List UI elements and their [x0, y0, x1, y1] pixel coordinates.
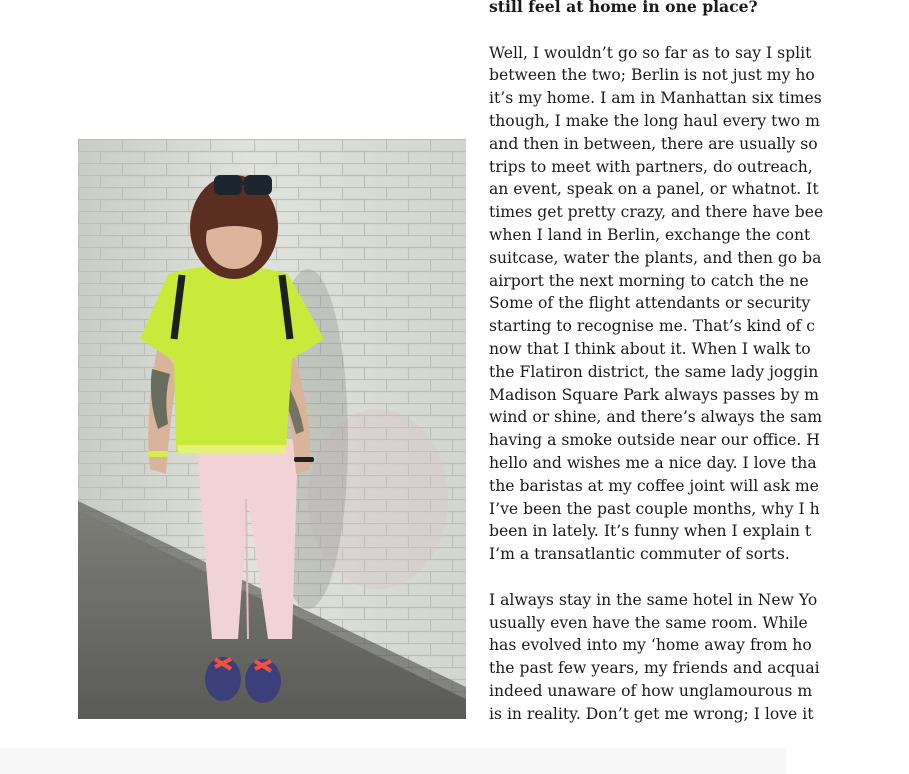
text-line: usually even have the same room. While	[489, 613, 808, 632]
text-line: the Flatiron district, the same lady joggin	[489, 362, 819, 381]
page-bottom-band	[0, 748, 786, 774]
text-line: has evolved into my ‘home away from ho	[489, 636, 812, 655]
text-line: though, I make the long haul every two m	[489, 111, 820, 130]
text-line: I’m a transatlantic commuter of sorts.	[489, 545, 790, 564]
paragraph-spacer	[489, 19, 909, 42]
text-line: been in lately. It’s funny when I explain t	[489, 522, 812, 541]
text-line: the past few years, my friends and acquai	[489, 659, 820, 678]
portrait-illustration	[78, 139, 466, 719]
paragraph-1	[489, 42, 909, 566]
text-line: the baristas at my coffee joint will ask me	[489, 476, 819, 495]
text-line: and then in between, there are usually so	[489, 134, 818, 153]
text-line: Some of the flight attendants or security	[489, 294, 811, 313]
text-line: I always stay in the same hotel in New Yo	[489, 590, 818, 609]
text-line: hello and wishes me a nice day. I love tha	[489, 453, 817, 472]
text-line: wind or shine, and there’s always the sam	[489, 408, 823, 427]
paragraph-spacer	[489, 566, 909, 589]
text-line: it’s my home. I am in Manhattan six times	[489, 89, 822, 108]
question-heading: still feel at home in one place?	[489, 0, 758, 16]
text-line: between the two; Berlin is not just my ho	[489, 66, 815, 85]
text-line: Well, I wouldn’t go so far as to say I split	[489, 43, 812, 62]
text-line: indeed unaware of how unglamourous m	[489, 681, 813, 700]
text-line: having a smoke outside near our office. H	[489, 431, 820, 450]
text-line: starting to recognise me. That’s kind of c	[489, 317, 815, 336]
text-line: when I land in Berlin, exchange the cont	[489, 225, 811, 244]
text-line: is in reality. Don’t get me wrong; I love it	[489, 704, 814, 723]
article-text	[489, 0, 909, 726]
text-line: an event, speak on a panel, or whatnot. It	[489, 180, 819, 199]
text-line: airport the next morning to catch the ne	[489, 271, 809, 290]
portrait-photo	[78, 139, 466, 719]
text-line: suitcase, water the plants, and then go ba	[489, 248, 822, 267]
text-line: now that I think about it. When I walk to	[489, 339, 811, 358]
text-line: I’ve been the past couple months, why I h	[489, 499, 820, 518]
text-line: times get pretty crazy, and there have bee	[489, 203, 824, 222]
text-line: trips to meet with partners, do outreach,	[489, 157, 813, 176]
paragraph-2	[489, 589, 909, 726]
text-line: Madison Square Park always passes by m	[489, 385, 819, 404]
